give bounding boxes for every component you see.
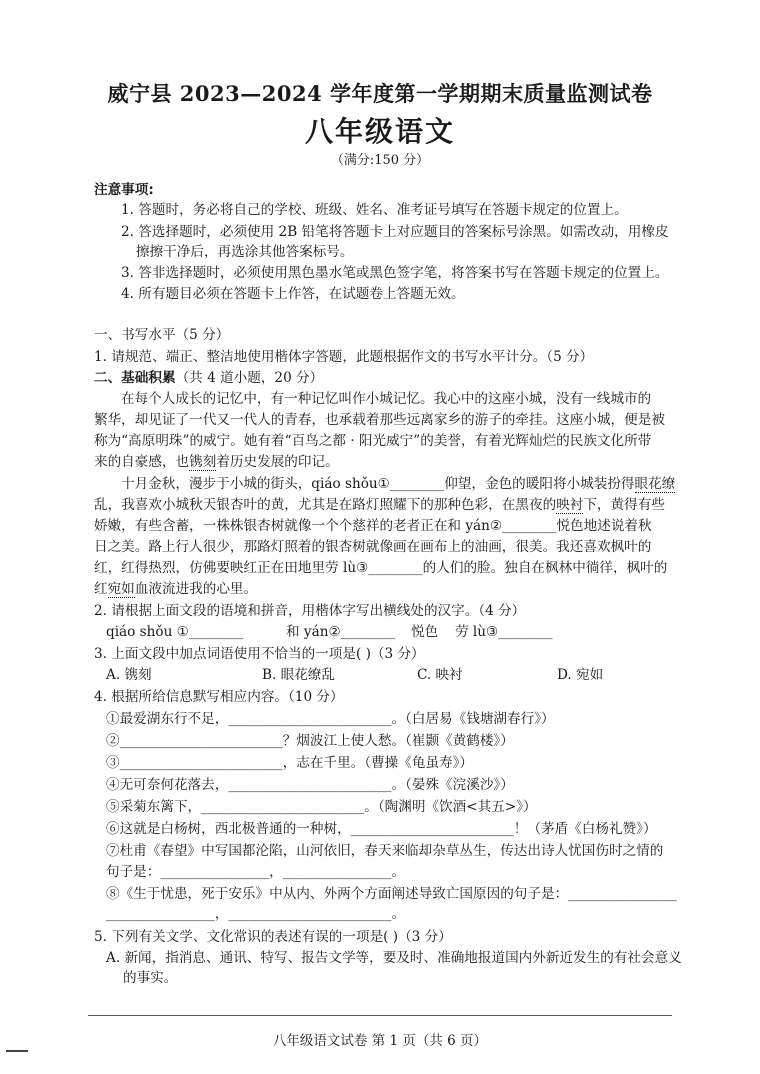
passage-text: 乱，我喜欢小城秋天银杏叶的黄，尤其是在路灯照耀下的那种色彩，在黑夜的 [94,497,557,513]
q3-option-c: C. 映衬 [417,667,463,683]
passage-text: 来的自豪感，也 [94,454,190,470]
passage-text: 下，黄得有些 [583,497,665,513]
passage-text: 着历史发展的印记。 [216,454,339,470]
passage-line [94,579,257,599]
passage-text: 红 [94,581,108,597]
section2-heading-bold: 二、基础积累 [94,370,176,386]
blank-1: ________ [389,476,445,492]
q3-option-a: A. 镌刻 [106,667,152,683]
passage-text: 仰望，金色的暖阳将小城装扮得 [444,476,635,492]
q3-option-b: B. 眼花缭乱 [262,667,336,683]
blank-2: ________ [502,518,557,534]
q4-item: ⑤采菊东篱下，________________________。（陶渊明《饮酒<其五>》） [106,799,537,815]
section1-heading: 一、书写水平（5 分） [94,327,230,343]
dotted-word-yanhualiaoluan: 眼花缭 [634,476,676,492]
q4-item: ________________，________________________。 [106,906,406,922]
passage-text: 的人们的脸。独自在枫林中徜徉，枫叶的 [422,560,668,576]
passage-text: 血液流进我的心里。 [134,581,258,597]
q4-item: ①最爱湖东行不足，________________________。（白居易《钱塘湖春行》） [106,711,555,727]
q5-option-a-cont: 的事实。 [123,970,178,986]
q3-option-d: D. 宛如 [557,667,604,683]
question-5: 5. 下列有关文学、文化常识的表述有误的一项是( )（3 分） [94,929,452,945]
q2-blank: 悦色 [411,624,439,640]
q4-item: ⑥这就是白杨树，西北极普通的一种树，________________________！（茅盾《白杨礼赞》） [106,821,657,837]
question-1: 1. 请规范、端正、整洁地使用楷体字答题，此题根据作文的书写水平计分。（5 分） [94,349,594,365]
notice-item: 1. 答题时，务必将自己的学校、班级、姓名、准考证号填写在答题卡规定的位置上。 [121,202,628,218]
page-footer: 八年级语文试卷 第 1 页（共 6 页） [272,1033,488,1049]
q2-blank: qiáo shǒu ①________ [106,624,244,640]
q4-item: ③________________________，志在千里。（曹操《龟虽寿》） [106,755,474,771]
passage-text: 十月金秋，漫步于小城的街头，qiáo shǒu① [121,476,390,492]
passage-line [121,474,675,494]
notice-item: 4. 所有题目必须在答题卡上作答，在试题卷上答题无效。 [121,286,465,302]
exam-title: 威宁县 2023—2024 学年度第一学期期末质量监测试卷 [107,81,653,106]
question-3: 3. 上面文段中加点词语使用不恰当的一项是( )（3 分） [94,646,425,662]
passage-line: 称为“高原明珠”的威宁。她有着“百鸟之都 · 阳光威宁”的美誉，有着光辉灿烂的民族文化所带 [94,433,652,449]
passage-line [94,452,339,472]
notice-item: 3. 答非选择题时，必须使用黑色墨水笔或黑色签字笔，将答案书写在答题卡规定的位置上。 [121,265,669,281]
q2-blank: 和 yán②________ [286,624,396,640]
full-score-note: （满分:150 分） [330,153,430,168]
q4-item: ②________________________？烟波江上使人愁。（崔颢《黄鹤楼》） [106,733,514,749]
question-2: 2. 请根据上面文段的语境和拼音，用楷体字写出横线处的汉字。（4 分） [94,603,526,619]
notice-item: 2. 答选择题时，必须使用 2B 铅笔将答题卡上对应题目的答案标号涂黑。如需改动，用橡皮 [121,224,669,240]
passage-line [94,558,667,578]
passage-text: 悦色地述说着秋 [556,518,652,534]
question-4: 4. 根据所给信息默写相应内容。（10 分） [94,689,344,705]
passage-line [94,516,652,536]
section2-heading-rest: （共 4 道小题，20 分） [175,370,324,386]
dotted-word-yingchen: 映衬 [556,497,584,513]
q4-item: ④无可奈何花落去，________________________。（晏殊《浣溪沙》） [106,777,514,793]
q4-item: ⑧《生于忧患，死于安乐》中从内、外两个方面阐述导致亡国原因的句子是：________________ [106,886,677,902]
scan-mark [6,1050,28,1052]
section2-heading [94,368,323,388]
passage-line [94,495,665,515]
blank-3: ________ [368,560,423,576]
q4-item: ⑦杜甫《春望》中写国都沦陷，山河依旧，春天来临却杂草丛生，传达出诗人忧国伤时之情的 [106,843,664,859]
dotted-word-juanke: 镌刻 [189,454,217,470]
passage-line: 在每个人成长的记忆中，有一种记忆叫作小城记忆。我心中的这座小城，没有一线城市的 [121,391,652,407]
passage-line: 日之美。路上行人很少，那路灯照着的银杏树就像画在画布上的油画，很美。我还喜欢枫叶的 [94,539,652,555]
q5-option-a: A. 新闻，指消息、通讯、特写、报告文学等，要及时、准确地报道国内外新近发生的有社会意义 [106,950,682,966]
passage-text: 娇嫩，有些含蓄，一株株银杏树就像一个个慈祥的老者正在和 yán② [94,518,503,534]
passage-line: 繁华，却见证了一代又一代人的青春，也承载着那些远离家乡的游子的牵挂。这座小城，便是被 [94,412,665,428]
q4-item: 句子是：________________，________________。 [106,864,406,880]
passage-text: 红，红得热烈，仿佛要映红正在田地里劳 lù③ [94,560,369,576]
notice-item: 擦擦干净后，再选涂其他答案标号。 [136,244,354,260]
dotted-word-wanru: 宛如 [107,581,135,597]
notice-heading: 注意事项: [94,182,154,198]
footer-divider [88,1015,672,1016]
subject-title: 八年级语文 [304,115,455,148]
q2-blank: 劳 lù③________ [455,624,553,640]
